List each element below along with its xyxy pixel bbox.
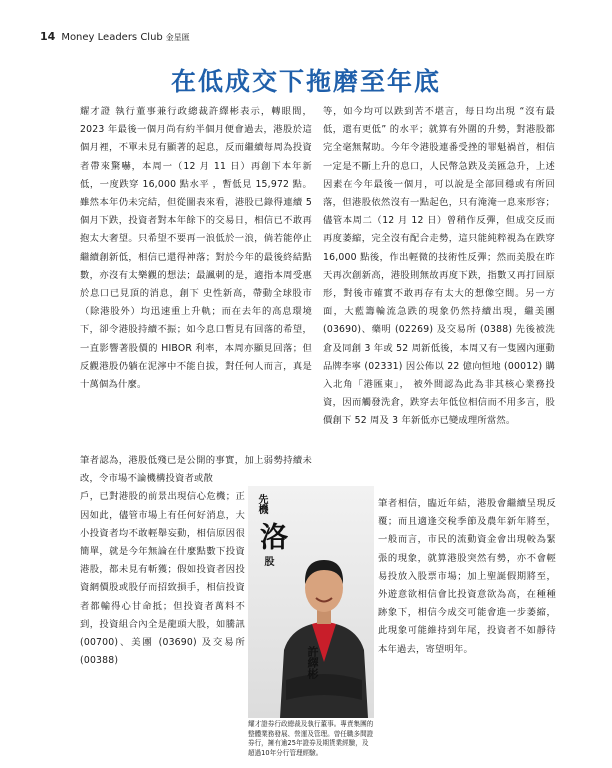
publication-name: Money Leaders Club: [61, 32, 163, 43]
article-column-1: [80, 103, 312, 394]
paragraph: 等，如今均可以跌到苦不堪言，每日均出現 “沒有最低，還有更低” 的水平；就算有外圍的升勢，對港股都完全毫無幫助。今年令港股連番受挫的罪魁禍首，相信一定是不斷上升的息口，人民幣急跌及美匯急升，上述因素在今年最後一個月，可以說是全部回穩或有所回落，但港股依然沒有一點起色，只有淹淹一息來形容；儘管本周二（12 月 12 日）曾稍作反彈，但成交反而再度萎縮，完全沒有配合走勢，這只能純粹視為在跌穿 16,000 點後，作出輕微的技術性反彈；然而美股在昨天再次創新高，港股則無故再度下跌，指數又再打回原形，對後市確實不敢再存有太大的想像空間。另一方面，大藍籌輪流急跌的現象仍然持續出現，繼美團 (03690)、藥明 (02269) 及交易所 (0388) 先後被洗倉及同創 3 年或 52 周新低後，本周又有一隻國內運動品牌李寧 (02331) 因公佈以 22 億向恒地 (00012) 購入北角「港匯東」， 被外間認為此為非其核心業務投資，因而觸發洗倉，跌穿去年低位相信而不用多言，股價創下 52 周及 3 年新低亦已變成理所當然。: [323, 106, 555, 427]
columnist-name: 許繹彬: [306, 646, 319, 679]
paragraph: 筆者認為，港股低殘已是公開的事實，加上弱勢持續未改，令市場不論機構投資者或散: [80, 455, 312, 485]
publication-subname: 金星匯: [165, 33, 190, 42]
column-label-top: 先機: [256, 494, 267, 514]
article-column-2: [323, 103, 555, 431]
article-title: 在低成交下拖磨至年底: [170, 67, 441, 96]
paragraph: 戶，已對港股的前景出現信心危機；正因如此，儘管市場上有任何好消息，大小投資者均不敢輕舉妄動，相信原因很簡單，就是今年無論在什麼點數下投資港股，都未見有斬獲；假如投資者因投資網價股或股仔而招致損手，相信投資者都輸得心甘命抵；但投資者萬料不到，投資組合內全是龍頭大股，如騰訊 (00700)、美團 (03690) 及交易所 (00388): [80, 491, 245, 667]
columnist-bio: 耀才證券行政總裁及執行董事。專責集團的整體業務發展、營運及管理。曾任職多間證券行，擁有逾25年證券及期貨業經驗，及超過10年分行管理經驗。: [248, 720, 374, 757]
page-header: [40, 30, 190, 43]
paragraph: 筆者相信，臨近年結，港股會繼續呈現反覆；而且適逢交稅季節及農年新年將至，一般而言，市民的流動資金會出現較為緊張的現象，就算港股突然有勢，亦不會輕易投放入股票市場；加上聖誕假期將至，外遊意欲相信會比投資意欲為高，在種種跡象下，相信今成交可能會進一步萎縮，此現象可能維持到年尾，投資者不如靜待本年過去，寄望明年。: [378, 498, 556, 655]
columnist-photo: [248, 486, 374, 718]
column-label-big: 洛: [256, 522, 289, 550]
page-number: 14: [40, 30, 56, 43]
portrait-illustration: [276, 530, 372, 718]
column-label-mid: 股: [262, 556, 273, 566]
article-column-4: [378, 495, 556, 659]
paragraph: 耀才證 執行董事兼行政總裁許繹彬表示，轉眼間，2023 年最後一個月尚有約半個月便會過去，港股於這個月裡，不單未見有顯著的起息，反而繼續每周為投資者帶來驚嚇，本周一（12 月 11 日）再創下本年新低，一度跌穿 16,000 點水平 ，暫低見 15,972 點。雖然本年仍未完結，但從圖表來看，港股已錄得連續 5 個月下跌，投資者對本年餘下的交易日，相信已不敢再抱太大奢望。只希望不要再一浪低於一浪，倘若能停止繼續創新低，相信已還得神落；對於今年的最後終結點數，亦沒有太樂觀的想法；最諷刺的是，適指本周受惠於息口已見頂的消息，創下 史性新高，帶動全球股市（除港股外）均迅速重上升軌；而在去年的高息環境下，卻令港股持續不振；如今息口暫見有回落的希望，一直影響著股價的 HIBOR 利率，本周亦顯見回落；但反觀港股仍躺在泥濘中不能自拔，對任何人而言，真是十萬個為什麼。: [80, 106, 312, 391]
